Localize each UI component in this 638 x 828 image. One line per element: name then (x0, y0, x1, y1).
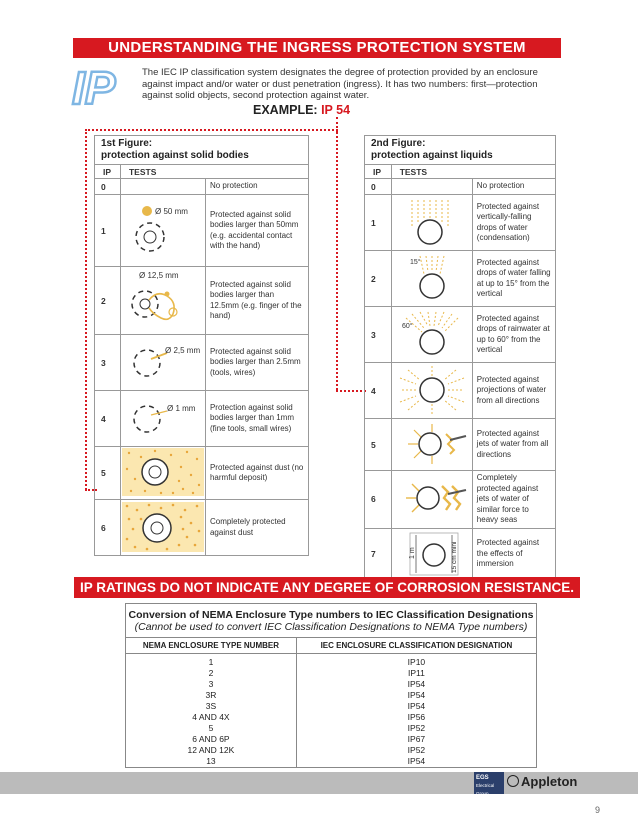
ip-num: 5 (365, 419, 392, 471)
iec-designation-cell: IP56 (407, 712, 426, 722)
splash-all-directions-icon (394, 364, 470, 416)
dust-tight-icon (121, 501, 205, 553)
ip-logo-icon (70, 60, 122, 112)
dust-icon (121, 447, 205, 497)
iec-designation-cell: IP11 (408, 668, 425, 678)
nema-type-cell: 5 (126, 723, 296, 734)
row-desc: Protected against the effects of immersion (472, 528, 555, 580)
table2-heading-2: protection against liquids (371, 150, 493, 161)
appleton-logo-icon (507, 775, 519, 787)
egs-logo-text: EGS (476, 775, 489, 781)
row-desc: Protected against dust (no harmful deposit) (205, 447, 308, 500)
connector-left (85, 129, 87, 490)
tool-2-5mm-icon (123, 337, 203, 387)
row-desc: Protected against drops of water falling at up to 15° from the vertical (472, 251, 555, 307)
table2-heading-1: 2nd Figure: (371, 138, 426, 149)
table-row (365, 419, 556, 471)
liquids-table (364, 135, 556, 581)
appleton-logo (507, 774, 577, 789)
table-row (126, 712, 536, 723)
iec-designation-cell: IP54 (407, 756, 426, 766)
iec-designation-cell: IP54 (407, 679, 426, 689)
nema-type-cell: 3R (126, 690, 296, 701)
page-number: 9 (595, 805, 601, 815)
table-row (365, 307, 556, 363)
table-row (126, 701, 536, 712)
solid-50mm-icon (123, 197, 203, 263)
table1-heading-2: protection against solid bodies (101, 150, 249, 161)
ip-logo-text: IP (72, 62, 116, 112)
vertical-drops-icon (394, 196, 470, 248)
img-label-depth: 15 cm mini (450, 541, 458, 573)
nema-col-type: NEMA ENCLOSURE TYPE NUMBER (126, 638, 296, 654)
table-row (95, 447, 309, 500)
table-row (95, 500, 309, 556)
table2-col-ip: IP (365, 165, 392, 179)
ip-num: 6 (95, 500, 121, 556)
ip-num: 3 (365, 307, 392, 363)
row-desc: Protection against solid bodies larger than 1mm (fine tools, small wires) (205, 391, 308, 447)
table2-heading (365, 136, 556, 165)
connector-top (85, 129, 338, 131)
row-desc: Protected against jets of water from all directions (472, 419, 555, 471)
nema-type-cell: 3 (126, 679, 296, 690)
table-row (126, 756, 536, 767)
table-row (365, 195, 556, 251)
row-desc: Completely protected against jets of water of similar force to heavy seas (472, 471, 555, 529)
table-row (95, 267, 309, 335)
nema-type-cell: 2 (126, 668, 296, 679)
table1-heading-1: 1st Figure: (101, 138, 153, 149)
row-desc: No protection (472, 179, 555, 195)
ip-num: 3 (95, 335, 121, 391)
row-desc: Completely protected against dust (205, 500, 308, 556)
table-row (126, 690, 536, 701)
table-row (365, 363, 556, 419)
ip-num: 4 (365, 363, 392, 419)
ip-num: 4 (95, 391, 121, 447)
egs-logo (474, 772, 504, 794)
iec-designation-cell: IP54 (407, 701, 426, 711)
table-row (126, 723, 536, 734)
page-title-banner: UNDERSTANDING THE INGRESS PROTECTION SYSTEM (73, 38, 561, 58)
nema-type-cell: 1 (126, 654, 296, 669)
corrosion-warning-banner: IP RATINGS DO NOT INDICATE ANY DEGREE OF CORROSION RESISTANCE. (74, 577, 580, 598)
ip-num: 1 (365, 195, 392, 251)
ip-num: 1 (95, 195, 121, 267)
appleton-brand: Appleton (521, 774, 578, 789)
img-label: Ø 2,5 mm (164, 345, 201, 355)
img-label: Ø 1 mm (166, 403, 196, 413)
iec-designation-cell: IP52 (407, 723, 426, 733)
nema-type-cell: 3S (126, 701, 296, 712)
connector-mid (336, 129, 338, 390)
wire-1mm-icon (123, 393, 203, 443)
row-desc: No protection (205, 179, 308, 195)
ip-num: 2 (365, 251, 392, 307)
nema-type-cell: 4 AND 4X (126, 712, 296, 723)
table-row (126, 679, 536, 690)
table-row (365, 471, 556, 529)
table-row (365, 179, 556, 195)
iec-designation-cell: IP54 (407, 690, 426, 700)
connector-to-ip4 (336, 390, 366, 392)
row-desc: Protected against solid bodies larger than 12.5mm (e.g. finger of the hand) (205, 267, 308, 335)
row-desc: Protected against solid bodies larger than 2.5mm (tools, wires) (205, 335, 308, 391)
iec-designation-cell: IP67 (407, 734, 426, 744)
solid-bodies-table (94, 135, 309, 556)
example-value: IP 54 (321, 103, 351, 117)
egs-logo-subtext: Electrical Group (476, 783, 495, 796)
row-desc: Protected against solid bodies larger than 50mm (e.g. accidental contact with the hand) (205, 195, 308, 267)
iec-designation-cell: IP10 (407, 657, 426, 667)
table-row (365, 528, 556, 580)
img-label: 15° (409, 258, 421, 266)
row-desc: Protected against drops of rainwater at up to 60° from the vertical (472, 307, 555, 363)
table1-heading (95, 136, 309, 165)
iec-designation-cell: IP52 (407, 745, 426, 755)
table-row (126, 654, 536, 669)
row-desc: Protected against projections of water from all directions (472, 363, 555, 419)
table-row (126, 668, 536, 679)
ip-num: 6 (365, 471, 392, 529)
table1-col-tests: TESTS (120, 165, 308, 179)
ip-num: 5 (95, 447, 121, 500)
table-row (95, 179, 309, 195)
ip-num: 7 (365, 528, 392, 580)
ip-num: 0 (365, 179, 392, 195)
img-label: Ø 12,5 mm (138, 270, 179, 280)
intro-paragraph: The IEC IP classification system designates the degree of protection provided by an enclosure against impact and/or water or dust penetration (ingress). It has two numbers: first—protection against solid objects, second protection against water. (142, 67, 538, 101)
nema-conversion-table (125, 603, 537, 768)
table-row (126, 734, 536, 745)
img-label: Ø 50 mm (154, 206, 188, 216)
nema-title: Conversion of NEMA Enclosure Type numbers to IEC Classification Designations (128, 609, 534, 621)
drops-15deg-icon (394, 252, 470, 304)
table1-col-ip: IP (95, 165, 121, 179)
nema-type-cell: 12 AND 12K (126, 745, 296, 756)
water-jets-icon (394, 420, 470, 468)
example-label: EXAMPLE: (253, 103, 318, 117)
nema-type-cell: 6 AND 6P (126, 734, 296, 745)
img-label: 60° (401, 322, 413, 330)
table-row (126, 745, 536, 756)
rain-60deg-icon (394, 308, 470, 360)
table-row (95, 195, 309, 267)
table2-col-tests: TESTS (391, 165, 555, 179)
immersion-icon (394, 529, 470, 577)
nema-subtitle: (Cannot be used to convert IEC Classification Designations to NEMA Type numbers) (134, 621, 528, 633)
table-row (95, 335, 309, 391)
finger-icon (123, 268, 203, 332)
table-row (365, 251, 556, 307)
heavy-seas-jets-icon (394, 474, 470, 522)
ip-num: 2 (95, 267, 121, 335)
row-desc: Protected against vertically-falling drops of water (condensation) (472, 195, 555, 251)
img-label: 1 m (408, 547, 416, 559)
nema-col-iec: IEC ENCLOSURE CLASSIFICATION DESIGNATION (296, 638, 536, 654)
ip-num: 0 (95, 179, 121, 195)
nema-type-cell: 13 (126, 756, 296, 767)
example-line (253, 103, 350, 117)
table-row (95, 391, 309, 447)
